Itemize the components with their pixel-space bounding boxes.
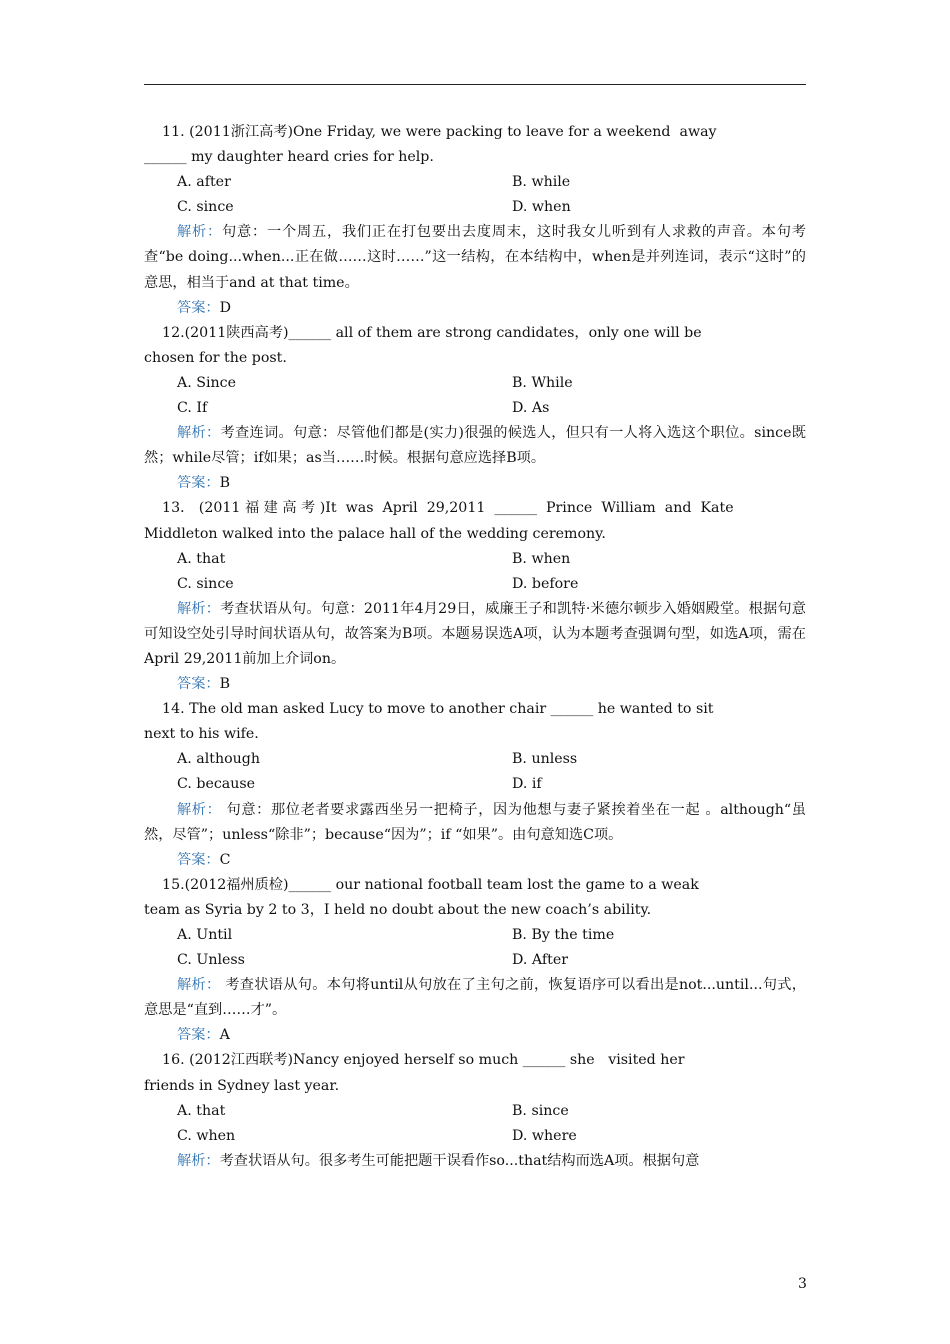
option-row — [144, 747, 806, 772]
answer-label: 答案： — [177, 676, 220, 693]
question-stem: 16. (2012江西联考)Nancy enjoyed herself so much ______ she visited her — [144, 1052, 685, 1069]
analysis — [144, 597, 806, 672]
analysis — [144, 220, 806, 295]
answer — [144, 1023, 806, 1048]
option-row — [144, 396, 806, 421]
analysis-label: 解析： — [177, 600, 221, 617]
option-c: C. since — [177, 199, 234, 216]
answer — [144, 296, 806, 321]
option-row — [144, 371, 806, 396]
question-stem: chosen for the post. — [144, 349, 287, 366]
question-stem: 13． (2011 福 建 高 考 )It was April 29,2011 ______ Prince William and Kate — [144, 500, 734, 517]
question-14 — [144, 697, 806, 873]
analysis-text: 考查状语从句。本句将until从句放在了主句之前，恢复语序可以看出是not...until...句式，意思是“直到……才”。 — [144, 977, 806, 1019]
question-stem: 12.(2011陕西高考)______ all of them are strong candidates，only one will be — [144, 324, 702, 341]
analysis-label: 解析： — [177, 425, 221, 442]
answer-label: 答案： — [177, 1027, 220, 1044]
option-row — [144, 772, 806, 797]
analysis-text: 句意：那位老者要求露西坐另一把椅子，因为他想与妻子紧挨着坐在一起 。although“虽然，尽管”；unless“除非”；because“因为”；if “如果”。由句意知选C项。 — [144, 801, 806, 843]
option-b: B. since — [512, 1102, 569, 1119]
option-d: D. if — [512, 776, 542, 793]
question-stem: 14. The old man asked Lucy to move to another chair ______ he wanted to sit — [144, 701, 714, 718]
question-stem: friends in Sydney last year. — [144, 1077, 340, 1094]
analysis-label: 解析： — [177, 224, 222, 241]
analysis-label: 解析： — [177, 1152, 220, 1169]
option-a: A. Since — [177, 374, 237, 391]
exercise-content — [144, 120, 806, 1174]
answer-value: D — [219, 299, 231, 316]
question-stem: next to his wife. — [144, 726, 259, 743]
question-12 — [144, 321, 806, 497]
option-row — [144, 1099, 806, 1124]
question-stem: ______ my daughter heard cries for help. — [144, 149, 434, 166]
option-b: B. unless — [512, 751, 578, 768]
question-16 — [144, 1048, 806, 1173]
option-d: D. After — [512, 952, 569, 969]
answer-value: B — [219, 475, 231, 492]
answer — [144, 471, 806, 496]
option-c: C. because — [177, 776, 256, 793]
question-stem: 11. (2011浙江高考)One Friday, we were packing to leave for a weekend away — [144, 124, 717, 140]
answer-value: A — [219, 1027, 230, 1044]
answer — [144, 672, 806, 697]
option-a: A. that — [177, 1102, 226, 1119]
option-row — [144, 1124, 806, 1149]
option-row — [144, 923, 806, 948]
question-11 — [144, 120, 806, 321]
analysis — [144, 1149, 806, 1174]
question-stem: 15.(2012福州质检)______ our national football team lost the game to a weak — [144, 876, 699, 893]
option-row — [144, 572, 806, 597]
option-a: A. Until — [177, 927, 233, 943]
option-row — [144, 170, 806, 195]
analysis-text: 考查连词。句意：尽管他们都是(实力)很强的候选人，但只有一人将入选这个职位。since既然；while尽管；if如果；as当……时候。根据句意应选择B项。 — [144, 425, 806, 467]
option-c: C. when — [177, 1127, 236, 1144]
analysis-text: 考查状语从句。句意：2011年4月29日，威廉王子和凯特·米德尔顿步入婚姻殿堂。根据句意可知设空处引导时间状语从句，故答案为B项。本题易误选A项，认为本题考查强调句型，如选A项，需在April 29,2011前加上介词on。 — [144, 600, 806, 667]
option-row — [144, 195, 806, 220]
option-b: B. While — [512, 374, 573, 391]
analysis-text: 句意：一个周五，我们正在打包要出去度周末，这时我女儿听到有人求救的声音。本句考查“be doing...when...正在做……这时……”这一结构，在本结构中，when是并列连词，表示“这时”的意思，相当于and at that time。 — [144, 224, 806, 291]
option-d: D. As — [512, 400, 550, 417]
option-b: B. By the time — [512, 927, 615, 943]
option-c: C. If — [177, 400, 208, 417]
option-c: C. Unless — [177, 952, 245, 969]
option-row — [144, 547, 806, 572]
question-15 — [144, 873, 806, 1049]
analysis — [144, 798, 806, 848]
option-b: B. when — [512, 550, 571, 567]
option-b: B. while — [512, 174, 571, 191]
analysis-text: 考查状语从句。很多考生可能把题干误看作so...that结构而选A项。根据句意 — [219, 1152, 700, 1169]
option-a: A. that — [177, 550, 226, 567]
answer-label: 答案： — [177, 851, 220, 868]
analysis-label: 解析： — [177, 801, 222, 818]
analysis — [144, 421, 806, 471]
analysis — [144, 973, 806, 1023]
question-stem: team as Syria by 2 to 3，I held no doubt about the new coach’s ability. — [144, 901, 652, 918]
question-13 — [144, 496, 806, 697]
option-c: C. since — [177, 575, 234, 592]
answer-label: 答案： — [177, 475, 220, 492]
option-a: A. after — [177, 174, 231, 191]
option-d: D. where — [512, 1127, 577, 1144]
answer-value: C — [219, 851, 231, 868]
option-row — [144, 948, 806, 973]
option-a: A. although — [177, 751, 260, 768]
header-rule — [144, 84, 806, 85]
answer-value: B — [219, 676, 231, 693]
answer — [144, 848, 806, 873]
answer-label: 答案： — [177, 299, 220, 316]
option-d: D. when — [512, 199, 571, 216]
analysis-label: 解析： — [177, 977, 221, 994]
question-stem: Middleton walked into the palace hall of the wedding ceremony. — [144, 525, 606, 542]
page-number: 3 — [798, 1276, 807, 1292]
option-d: D. before — [512, 575, 579, 592]
